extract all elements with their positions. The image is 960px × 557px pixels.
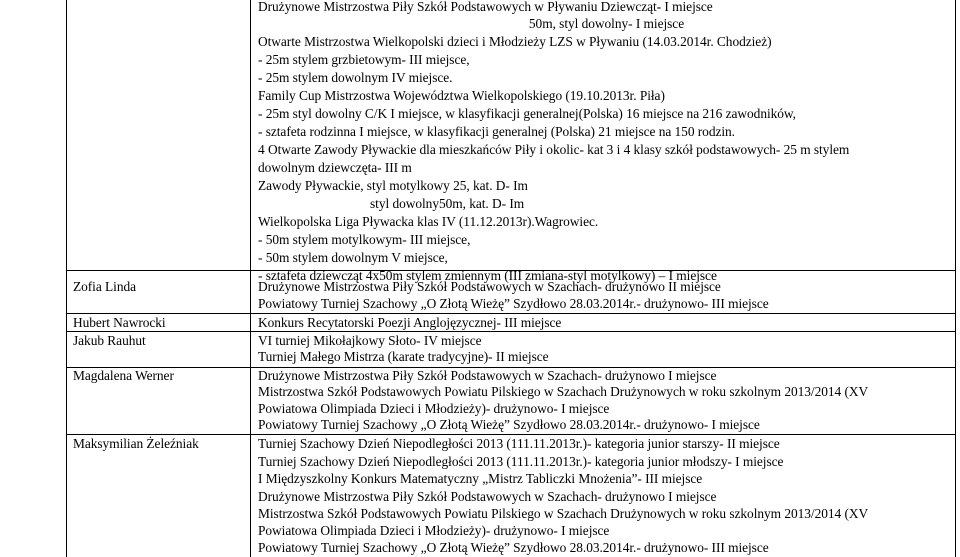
achievement-line: Family Cup Mistrzostwa Województwa Wielkopolskiego (19.10.2013r. Piła) bbox=[258, 88, 665, 103]
achievement-line: 4 Otwarte Zawody Pływackie dla mieszkańców Piły i okolic- kat 3 i 4 klasy szkół podstawowych- 25 m stylem bbox=[258, 142, 850, 157]
achievement-line: Turniej Szachowy Dzień Niepodległości 2013 (111.11.2013r.)- kategoria junior młodszy- I miejsce bbox=[258, 454, 784, 469]
achievement-line: Powiatowy Turniej Szachowy „O Złotą Wieżę” Szydłowo 28.03.2014r.- drużynowo- III miejsce bbox=[258, 540, 769, 555]
achievement-line: Powiatowy Turniej Szachowy „O Złotą Wieżę” Szydłowo 28.03.2014r.- drużynowo- I miejsce bbox=[258, 417, 760, 432]
achievement-line: Drużynowe Mistrzostwa Piły Szkół Podstawowych w Szachach- drużynowo I miejsce bbox=[258, 489, 717, 504]
achievement-line: Drużynowe Mistrzostwa Piły Szkół Podstawowych w Szachach- drużynowo I miejsce bbox=[258, 368, 717, 383]
achievement-line: Mistrzostwa Szkół Podstawowych Powiatu Pilskiego w Szachach Drużynowych w roku szkolnym 2013/2014 (XV bbox=[258, 506, 869, 521]
achievement-line: 50m, styl dowolny- I miejsce bbox=[528, 16, 685, 31]
table-border-right bbox=[955, 0, 956, 557]
student-name: Maksymilian Żeleźniak bbox=[73, 436, 199, 451]
achievement-line: Drużynowe Mistrzostwa Piły Szkół Podstawowych w Szachach- drużynowo II miejsce bbox=[258, 279, 721, 294]
achievement-line: Zawody Pływackie, styl motylkowy 25, kat. D- Im bbox=[258, 178, 528, 193]
achievement-line: Wielkopolska Liga Pływacka klas IV (11.12.2013r).Wagrowiec. bbox=[258, 214, 599, 229]
achievement-line: - 25m styl dowolny C/K I miejsce, w klasyfikacji generalnej(Polska) 16 miejsce na 216 zawodników, bbox=[258, 106, 796, 121]
achievement-line: - sztafeta rodzinna I miejsce, w klasyfikacji generalnej (Polska) 21 miejsce na 150 rodzin. bbox=[258, 124, 735, 139]
student-name: Magdalena Werner bbox=[73, 368, 174, 383]
achievement-line: - 50m stylem motylkowym- III miejsce, bbox=[258, 232, 471, 247]
achievement-line: Powiatowa Olimpiada Dzieci i Młodzieży)- drużynowo- I miejsce bbox=[258, 401, 610, 416]
achievement-line: styl dowolny50m, kat. D- Im bbox=[370, 196, 525, 211]
achievement-line: VI turniej Mikołajkowy Słoto- IV miejsce bbox=[258, 333, 482, 348]
achievement-line: Otwarte Mistrzostwa Wielkopolski dzieci i Młodzieży LZS w Pływaniu (14.03.2014r. Chodzież) bbox=[258, 34, 772, 49]
achievement-line: Konkurs Recytatorski Poezji Anglojęzycznej- III miejsce bbox=[258, 315, 562, 330]
achievement-line: Turniej Szachowy Dzień Niepodległości 2013 (111.11.2013r.)- kategoria junior starszy- II miejsce bbox=[258, 436, 780, 451]
table-border-left bbox=[66, 0, 67, 557]
student-name: Zofia Linda bbox=[73, 279, 137, 294]
achievement-line: dowolnym dziewczęta- III m bbox=[258, 160, 412, 175]
student-name: Jakub Rauhut bbox=[73, 333, 146, 348]
achievement-line: - 25m stylem dowolnym IV miejsce. bbox=[258, 70, 453, 85]
table-border-middle bbox=[250, 0, 251, 557]
achievement-line: Mistrzostwa Szkół Podstawowych Powiatu Pilskiego w Szachach Drużynowych w roku szkolnym 2013/2014 (XV bbox=[258, 384, 869, 399]
achievement-line: Powiatowy Turniej Szachowy „O Złotą Wieżę” Szydłowo 28.03.2014r.- drużynowo- III miejsce bbox=[258, 296, 769, 311]
student-name: Hubert Nawrocki bbox=[73, 315, 166, 330]
achievement-line: Turniej Małego Mistrza (karate tradycyjne)- II miejsce bbox=[258, 349, 549, 364]
achievement-line: Drużynowe Mistrzostwa Piły Szkół Podstawowych w Pływaniu Dziewcząt- I miejsce bbox=[258, 0, 713, 14]
achievement-line: - 25m stylem grzbietowym- III miejsce, bbox=[258, 52, 470, 67]
achievement-line: Powiatowa Olimpiada Dzieci i Młodzieży)- drużynowo- I miejsce bbox=[258, 523, 610, 538]
achievement-line: - sztafeta dziewcząt 4x50m stylem zmiennym (III zmiana-styl motylkowy) – I miejsce bbox=[258, 268, 717, 283]
achievement-line: I Międzyszkolny Konkurs Matematyczny „Mistrz Tabliczki Mnożenia”- III miejsce bbox=[258, 471, 703, 486]
achievement-line: - 50m stylem dowolnym V miejsce, bbox=[258, 250, 448, 265]
